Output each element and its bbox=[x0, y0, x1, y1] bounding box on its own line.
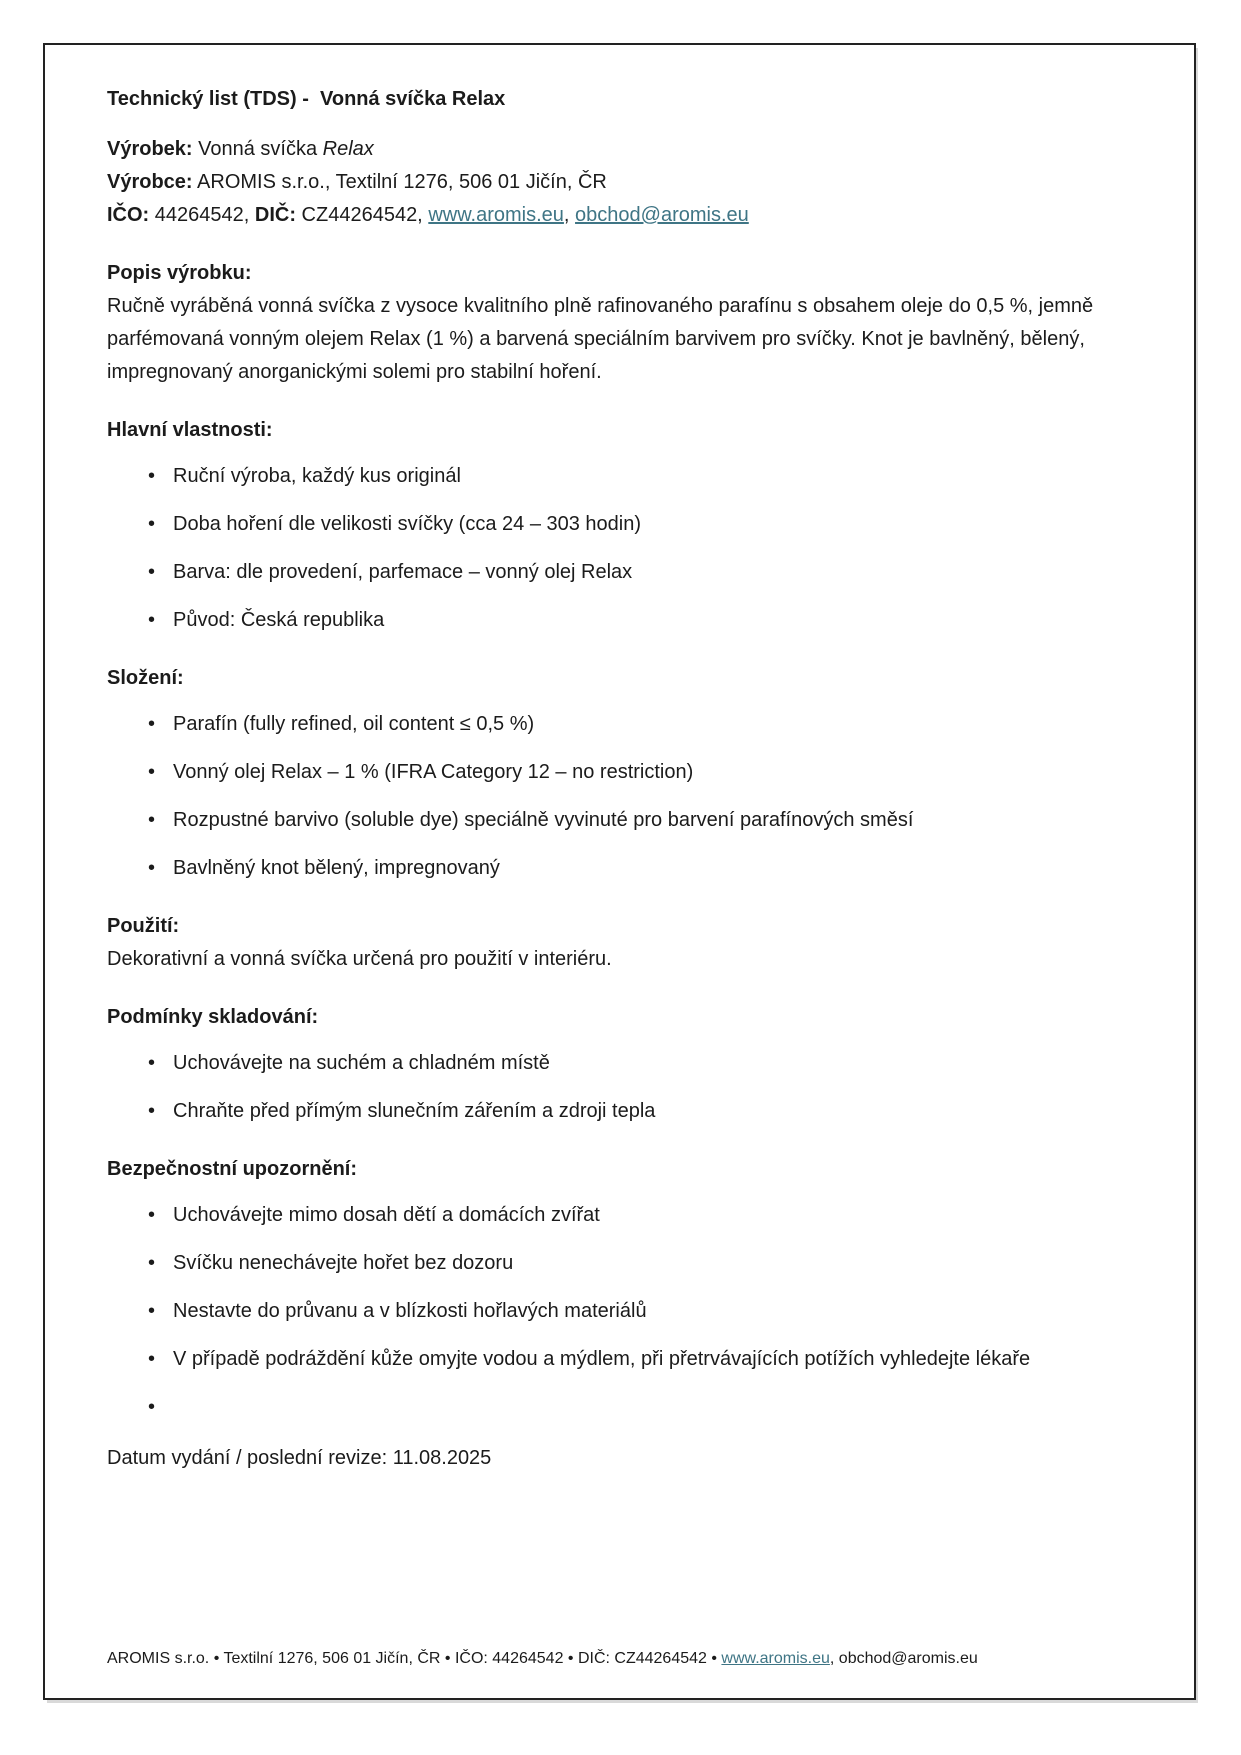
section-heading-properties: Hlavní vlastnosti: bbox=[107, 419, 273, 441]
dic-value: CZ44264542, bbox=[295, 204, 429, 226]
product-label: Výrobek: bbox=[107, 138, 193, 160]
list-item: • Ruční výroba, každý kus originál bbox=[173, 460, 1132, 493]
manufacturer-label: Výrobce: bbox=[107, 171, 193, 193]
list-item: • V případě podráždění kůže omyjte vodou a mýdlem, při přetrvávajících potížích vyhledejte lékaře bbox=[173, 1343, 1132, 1376]
page-footer bbox=[107, 1648, 1132, 1670]
links-separator: , bbox=[563, 204, 576, 226]
footer-company-text: AROMIS s.r.o. • Textilní 1276, 506 01 Jičín, ČR • IČO: 44264542 • DIČ: CZ44264542 • bbox=[107, 1650, 722, 1667]
safety-bullet-list bbox=[107, 1199, 1132, 1424]
list-item: • Původ: Česká republika bbox=[173, 604, 1132, 637]
footer-email-text: , obchod@aromis.eu bbox=[829, 1650, 978, 1667]
list-item: • Barva: dle provedení, parfemace – vonný olej Relax bbox=[173, 556, 1132, 589]
section-heading-storage: Podmínky skladování: bbox=[107, 1006, 319, 1028]
section-heading-usage: Použití: bbox=[107, 915, 180, 937]
list-item: • Rozpustné barvivo (soluble dye) speciálně vyvinuté pro barvení parafínových směsí bbox=[173, 804, 1132, 837]
document-page bbox=[43, 43, 1196, 1700]
list-item bbox=[173, 1391, 1132, 1424]
list-item: • Bavlněný knot bělený, impregnovaný bbox=[173, 852, 1132, 885]
product-value: Vonná svíčka bbox=[192, 138, 323, 160]
dic-label: DIČ: bbox=[254, 204, 296, 226]
usage-paragraph: Dekorativní a vonná svíčka určená pro použití v interiéru. bbox=[107, 948, 612, 970]
section-heading-description: Popis výrobku: bbox=[107, 262, 252, 284]
ico-label: IČO: bbox=[107, 204, 150, 226]
footer-website-link[interactable]: www.aromis.eu bbox=[721, 1650, 830, 1667]
description-paragraph: Ručně vyráběná vonná svíčka z vysoce kvalitního plně rafinovaného parafínu s obsahem oleje do 0,5 %, jemně parfémovaná vonným olejem Relax (1 %) a barvená speciálním barvivem pro svíčky. Knot je bavlněný, bělený, impregnovaný anorganickými solemi pro stabilní hoření. bbox=[107, 295, 1094, 383]
list-item: • Uchovávejte na suchém a chladném místě bbox=[173, 1047, 1132, 1080]
manufacturer-line bbox=[107, 166, 1132, 199]
section-heading-composition: Složení: bbox=[107, 667, 184, 689]
properties-bullet-list bbox=[107, 460, 1132, 637]
email-link[interactable]: obchod@aromis.eu bbox=[575, 204, 749, 226]
product-info-block bbox=[107, 133, 1132, 232]
section-heading-safety: Bezpečnostní upozornění: bbox=[107, 1158, 357, 1180]
manufacturer-value: AROMIS s.r.o., Textilní 1276, 506 01 Jičín, ČR bbox=[192, 171, 607, 193]
storage-bullet-list bbox=[107, 1047, 1132, 1128]
list-item: • Chraňte před přímým slunečním zářením a zdroji tepla bbox=[173, 1095, 1132, 1128]
list-item: • Vonný olej Relax – 1 % (IFRA Category 12 – no restriction) bbox=[173, 756, 1132, 789]
product-line bbox=[107, 133, 1132, 166]
revision-date-line: Datum vydání / poslední revize: 11.08.2025 bbox=[107, 1447, 492, 1469]
list-item: • Uchovávejte mimo dosah dětí a domácích zvířat bbox=[173, 1199, 1132, 1232]
registration-line bbox=[107, 199, 1132, 232]
list-item: • Parafín (fully refined, oil content ≤ 0,5 %) bbox=[173, 708, 1132, 741]
list-item: • Svíčku nenechávejte hořet bez dozoru bbox=[173, 1247, 1132, 1280]
product-name: Relax bbox=[322, 138, 374, 160]
ico-value: 44264542, bbox=[149, 204, 255, 226]
list-item: • Doba hoření dle velikosti svíčky (cca 24 – 303 hodin) bbox=[173, 508, 1132, 541]
document-title: Technický list (TDS) - Vonná svíčka Relax bbox=[107, 88, 506, 110]
composition-bullet-list bbox=[107, 708, 1132, 885]
list-item: • Nestavte do průvanu a v blízkosti hořlavých materiálů bbox=[173, 1295, 1132, 1328]
website-link[interactable]: www.aromis.eu bbox=[428, 204, 564, 226]
